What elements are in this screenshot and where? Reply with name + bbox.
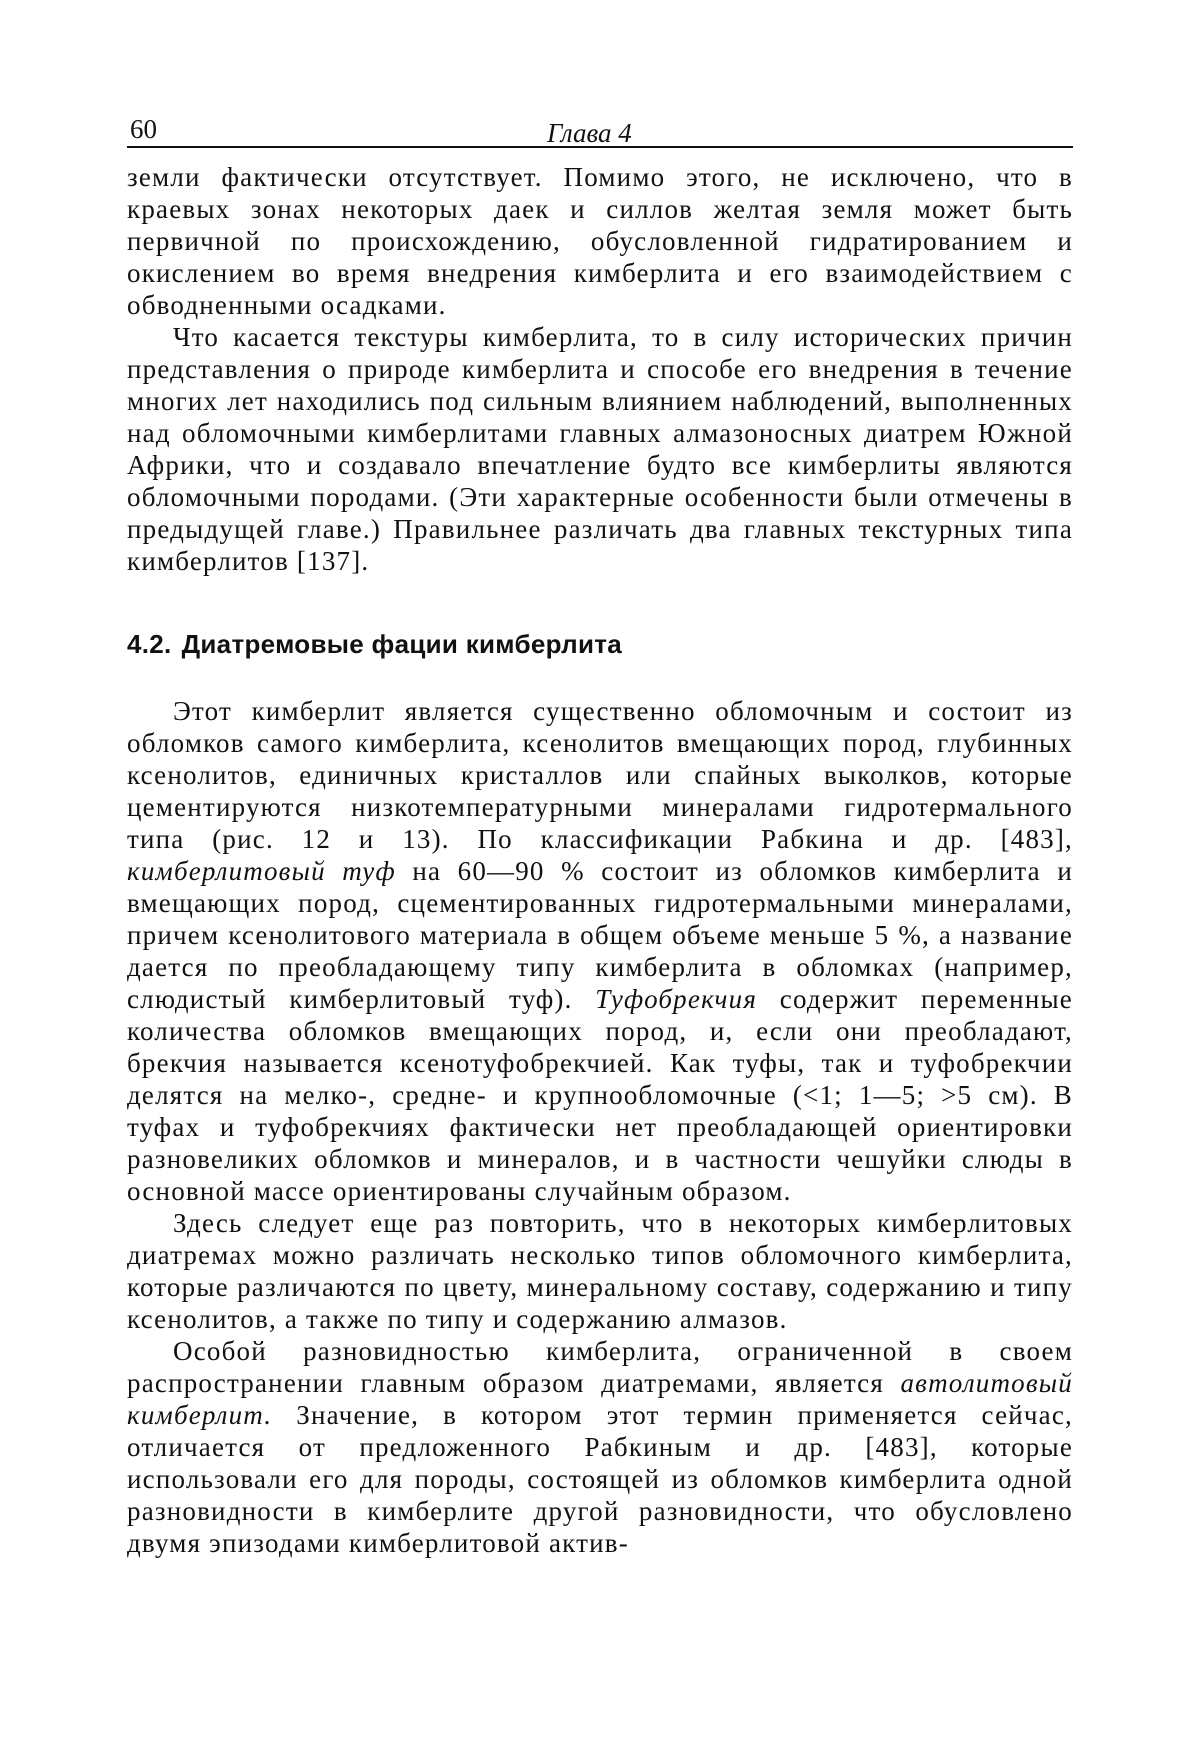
- body-text: [127, 161, 1073, 1559]
- section-title: Диатремовые фации кимберлита: [181, 629, 623, 659]
- paragraph-texture: Что касается текстуры кимберлита, то в силу исторических причин представления о природе кимберлита и способе его внедрения в течение многих лет находились под сильным влиянием наблюдений, выполненных над обломочными кимберлитами главных алмазоносных диатрем Южной Африки, что и создавало впечатление будто все кимберлиты являются обломочными породами. (Эти характерные особенности были отмечены в предыдущей главе.) Правильнее различать два главных текстурных типа кимберлитов [137].: [127, 322, 1073, 576]
- term-autolithic-kimberlite: автолитовый кимберлит.: [127, 1368, 1073, 1430]
- chapter-title: Глава 4: [547, 118, 632, 148]
- paragraph-tuff-part-c: содержит переменные количества обломков вмещающих пород, и, если они преобладают, брекчия называется ксенотуфобрекчией. Как туфы, так и туфобрекчии делятся на мелко-, средне- и крупнообломочные (<1; 1—5; >5 см). В туфах и туфобрекчиях фактически нет преобладающей ориентировки разновеликих обломков и минералов, и в частности чешуйки слюды в основной массе ориентированы случайным образом.: [127, 984, 1073, 1206]
- paragraph-autolith: [127, 1335, 1073, 1559]
- paragraph-tuff-part-b: на 60—90 % состоит из обломков кимберлита и вмещающих пород, сцементированных гидротермальными минералами, причем ксенолитового материала в общем объеме меньше 5 %, а название дается по преобладающему типу кимберлита в обломках (например, слюдистый кимберлитовый туф).: [127, 856, 1073, 1014]
- paragraph-autolith-part-b: Значение, в котором этот термин применяется сейчас, отличается от предложенного Рабкиным и др. [483], которые использовали его для породы, состоящей из обломков кимберлита одной разновидности в кимберлите другой разновидности, что обусловлено двумя эпизодами кимберлитовой актив-: [127, 1400, 1073, 1558]
- book-page: [127, 100, 1073, 1559]
- term-kimberlite-tuff: кимберлитовый туф: [127, 856, 396, 886]
- term-tuff-breccia: Туфобрекчия: [595, 984, 758, 1014]
- paragraph-continued: земли фактически отсутствует. Помимо этого, не исключено, что в краевых зонах некоторых даек и силлов желтая земля может быть первичной по происхождению, обусловленной гидратированием и окислением во время внедрения кимберлита и его взаимодействием с обводненными осадками.: [127, 162, 1073, 320]
- page-number: 60: [130, 114, 157, 144]
- paragraph-tuff: [127, 695, 1073, 1207]
- paragraph-tuff-part-a: Этот кимберлит является существенно обломочным и состоит из обломков самого кимберлита, ксенолитов вмещающих пород, глубинных ксенолитов, единичных кристаллов или спайных выколков, которые цементируются низкотемпературными минералами гидротермального типа (рис. 12 и 13). По классификации Рабкина и др. [483],: [127, 696, 1073, 854]
- paragraph-autolith-part-a: Особой разновидностью кимберлита, ограниченной в своем распространении главным образом диатремами, является: [127, 1336, 1073, 1398]
- paragraph-repeat: Здесь следует еще раз повторить, что в некоторых кимберлитовых диатремах можно различать несколько типов обломочного кимберлита, которые различаются по цвету, минеральному составу, содержанию и типу ксенолитов, а также по типу и содержанию алмазов.: [127, 1208, 1073, 1334]
- section-heading: [127, 629, 1073, 659]
- section-number: 4.2.: [127, 629, 172, 659]
- running-header: [127, 100, 1073, 148]
